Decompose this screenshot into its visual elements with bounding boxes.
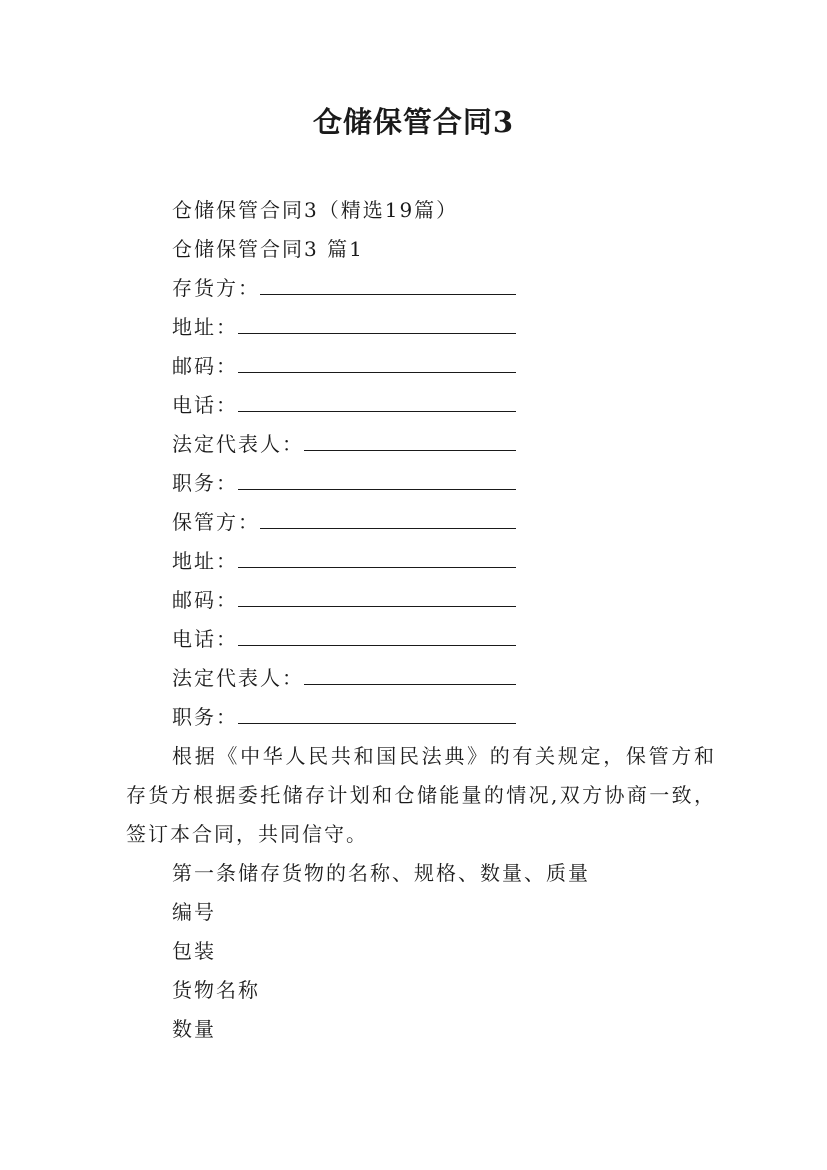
custodian-party-field: [126, 503, 716, 542]
field-label: 地址：: [172, 549, 238, 573]
field-label: 电话：: [172, 627, 238, 651]
depositor-phone-field: [126, 386, 716, 425]
article-1-item: 数量: [172, 1017, 216, 1041]
document-title: 仓储保管合同3: [312, 105, 515, 139]
field-label: 邮码：: [172, 588, 238, 612]
article-1-item: 货物名称: [172, 978, 260, 1002]
fill-in-blank: [238, 468, 516, 490]
article-1-heading: 第一条储存货物的名称、规格、数量、质量: [172, 861, 590, 885]
custodian-phone-field: [126, 620, 716, 659]
fill-in-blank: [260, 507, 516, 529]
article-1-item: 包装: [172, 939, 216, 963]
custodian-title-field: [126, 698, 716, 737]
custodian-legal-rep-field: [126, 659, 716, 698]
fill-in-blank: [238, 351, 516, 373]
intro-paragraph: 根据《中华人民共和国民法典》的有关规定，保管方和存货方根据委托储存计划和仓储能量的情况,双方协商一致，签订本合同，共同信守。: [126, 744, 716, 846]
fill-in-blank: [304, 429, 516, 451]
fill-in-blank: [304, 663, 516, 685]
section-heading: 仓储保管合同3 篇1: [172, 237, 364, 261]
fill-in-blank: [260, 273, 516, 295]
field-label: 职务：: [172, 705, 238, 729]
field-label: 法定代表人：: [172, 666, 304, 690]
custodian-postcode-field: [126, 581, 716, 620]
fill-in-blank: [238, 390, 516, 412]
field-label: 地址：: [172, 315, 238, 339]
custodian-fields: [126, 503, 716, 737]
fill-in-blank: [238, 702, 516, 724]
depositor-postcode-field: [126, 347, 716, 386]
depositor-legal-rep-field: [126, 425, 716, 464]
fill-in-blank: [238, 312, 516, 334]
article-1-item: 编号: [172, 900, 216, 924]
document-body: [126, 191, 716, 1049]
depositor-title-field: [126, 464, 716, 503]
custodian-address-field: [126, 542, 716, 581]
depositor-fields: [126, 269, 716, 503]
field-label: 电话：: [172, 393, 238, 417]
document-subtitle: 仓储保管合同3（精选19篇）: [172, 198, 459, 222]
field-label: 存货方：: [172, 276, 260, 300]
field-label: 保管方：: [172, 510, 260, 534]
depositor-address-field: [126, 308, 716, 347]
depositor-party-field: [126, 269, 716, 308]
field-label: 邮码：: [172, 354, 238, 378]
field-label: 法定代表人：: [172, 432, 304, 456]
field-label: 职务：: [172, 471, 238, 495]
fill-in-blank: [238, 546, 516, 568]
fill-in-blank: [238, 624, 516, 646]
fill-in-blank: [238, 585, 516, 607]
